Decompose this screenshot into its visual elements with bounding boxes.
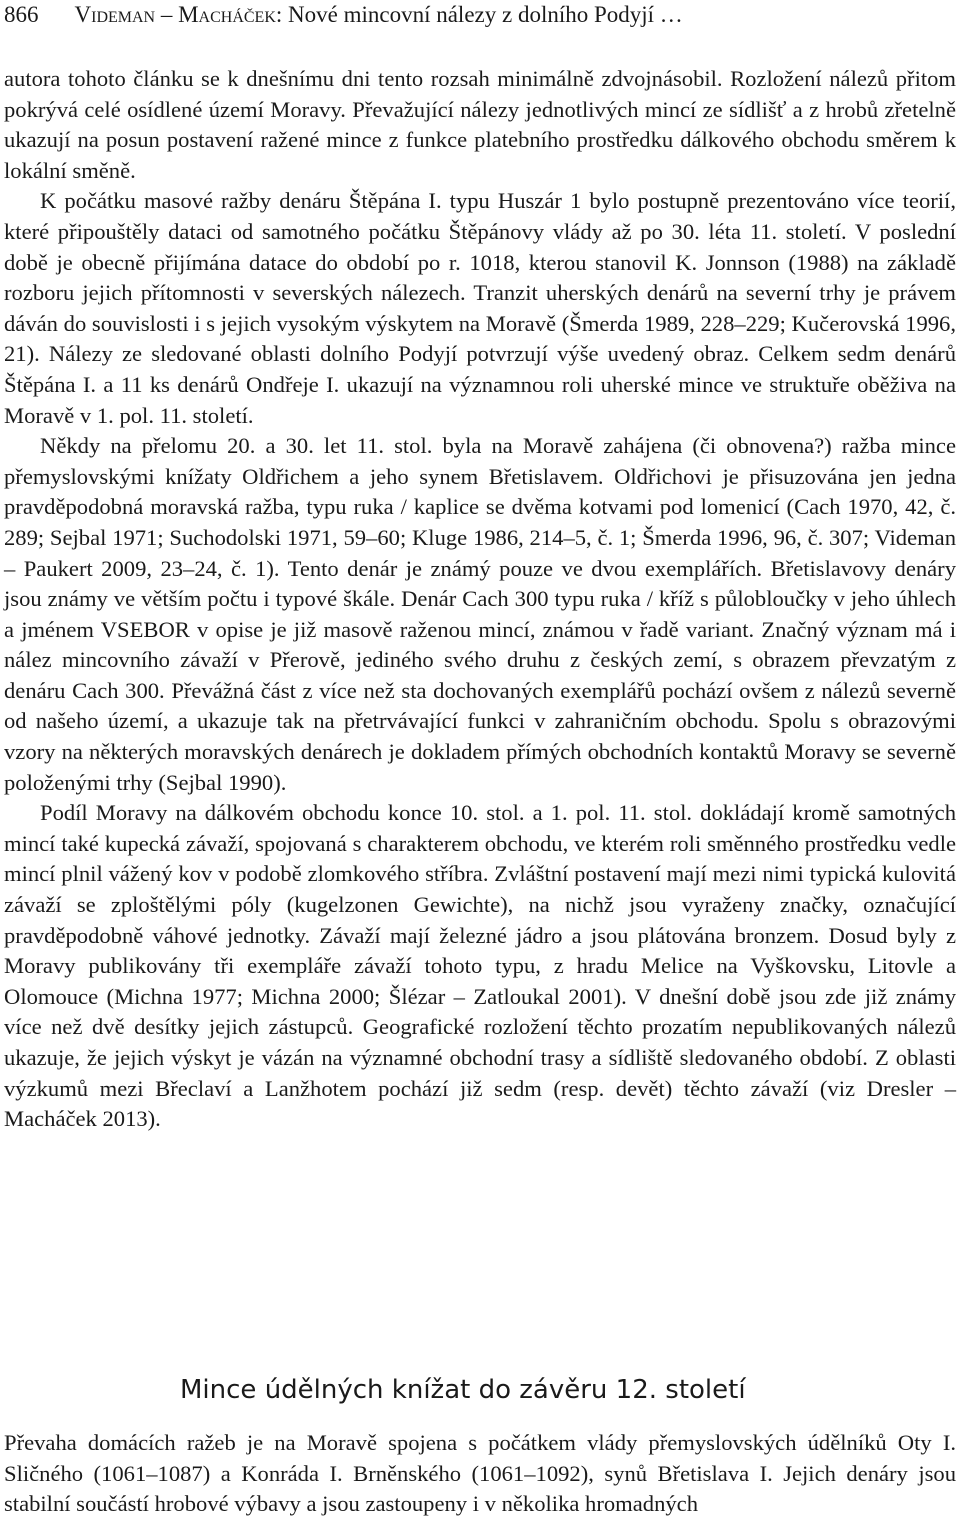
running-head-authors: Videman – Macháček: <box>74 2 283 27</box>
page-number: 866 <box>4 2 39 27</box>
section-body <box>4 1428 956 1520</box>
paragraph-1: autora tohoto článku se k dnešnímu dni tento rozsah minimálně zdvojnásobil. Rozložení nálezů přitom pokrývá celé osídlené území Moravy. Převažující nálezy jednotlivých mincí ze sídlišť a z hrobů zřetelně ukazují na posun postavení ražené mince z funkce platebního prostředku dálkového obchodu směrem k lokální směně. <box>4 66 956 183</box>
paragraph-3: Někdy na přelomu 20. a 30. let 11. stol. byla na Moravě zahájena (či obnovena?) ražba mince přemyslovskými knížaty Oldřichem a jeho synem Břetislavem. Oldřichovi je přisuzována jen jedna pravděpodobná moravská ražba, typu ruka / kaplice se dvěma kotvami pod lomenicí (Cach 1970, 42, č. 289; Sejbal 1971; Suchodolski 1971, 59–60; Kluge 1986, 214–5, č. 1; Šmerda 1996, 96, č. 307; Videman – Paukert 2009, 23–24, č. 1). Tento denár je známý pouze ve dvou exemplářích. Břetislavovy denáry jsou známy ve větším počtu i typové škále. Denár Cach 300 typu ruka / kříž s půlobloučky v jeho úhlech a jménem VSEBOR v opise je již masově raženou mincí, známou v řadě variant. Značný význam má i nález mincovního závaží v Přerově, jediného svého druhu z českých zemí, s obrazem převzatým z denáru Cach 300. Převážná část z více než sta dochovaných exemplářů pochází ovšem z nálezů severně od našeho území, a ukazuje tak na přetrvávající funkci v zahraničním obchodu. Spolu s obrazovými vzory na některých moravských denárech je dokladem přímých obchodních kontaktů Moravy se severně položenými trhy (Sejbal 1990). <box>4 433 956 795</box>
section-paragraph: Převaha domácích ražeb je na Moravě spojena s počátkem vlády přemyslovských údělníků Oty I. Sličného (1061–1087) a Konráda I. Brněnského (1061–1092), synů Břetislava I. Jejich denáry jsou stabilní součástí hrobové výbavy a jsou zastoupeny i v několika hromadných <box>4 1430 956 1517</box>
section-heading: Mince údělných knížat do závěru 12. století <box>180 1375 746 1405</box>
paragraph-4: Podíl Moravy na dálkovém obchodu konce 10. stol. a 1. pol. 11. stol. dokládají kromě samotných mincí také kupecká závaží, spojovaná s charakterem obchodu, ve kterém roli směnného prostředku vedle mincí plnil vážený kov v podobě zlomkového stříbra. Zvláštní postavení mají mezi nimi typická kulovitá závaží se zploštělými póly (kugelzonen Gewichte), na nichž jsou vyraženy značky, označující pravděpodobně váhové jednotky. Závaží mají železné jádro a jsou plátována bronzem. Dosud byly z Moravy publikovány tři exempláře závaží tohoto typu, z hradu Melice na Vyškovsku, Litovle a Olomouce (Michna 1977; Michna 2000; Šlézar – Zatloukal 2001). V dnešní době jsou zde již známy více než dvě desítky jejich zástupců. Geografické rozložení těchto prozatím nepublikovaných nálezů ukazuje, že jejich výskyt je vázán na významné obchodní trasy a sídliště sledovaného období. Z oblasti výzkumů mezi Břeclaví a Lanžhotem pochází již sedm (resp. devět) těchto závaží (viz Dresler – Macháček 2013). <box>4 800 956 1132</box>
running-head-title: Nové mincovní nálezy z dolního Podyjí … <box>288 2 683 27</box>
running-head <box>4 0 954 30</box>
body-text <box>4 64 956 1135</box>
paragraph-2: K počátku masové ražby denáru Štěpána I. typu Huszár 1 bylo postupně prezentováno více teorií, které připouštěly dataci od samotného počátku Štěpánovy vlády až po 30. léta 11. století. V poslední době je obecně přijímána datace do období po r. 1018, kterou stanovil K. Jonnson (1988) na základě rozboru jejich přítomnosti v severských nálezech. Tranzit uherských denárů na severní trhy je právem dáván do souvislosti i s jejich vysokým výskytem na Moravě (Šmerda 1989, 228–229; Kučerovská 1996, 21). Nálezy ze sledované oblasti dolního Podyjí potvrzují výše uvedený obraz. Celkem sedm denárů Štěpána I. a 11 ks denárů Ondřeje I. ukazují na významnou roli uherské mince ve struktuře oběživa na Moravě v 1. pol. 11. století. <box>4 188 956 428</box>
